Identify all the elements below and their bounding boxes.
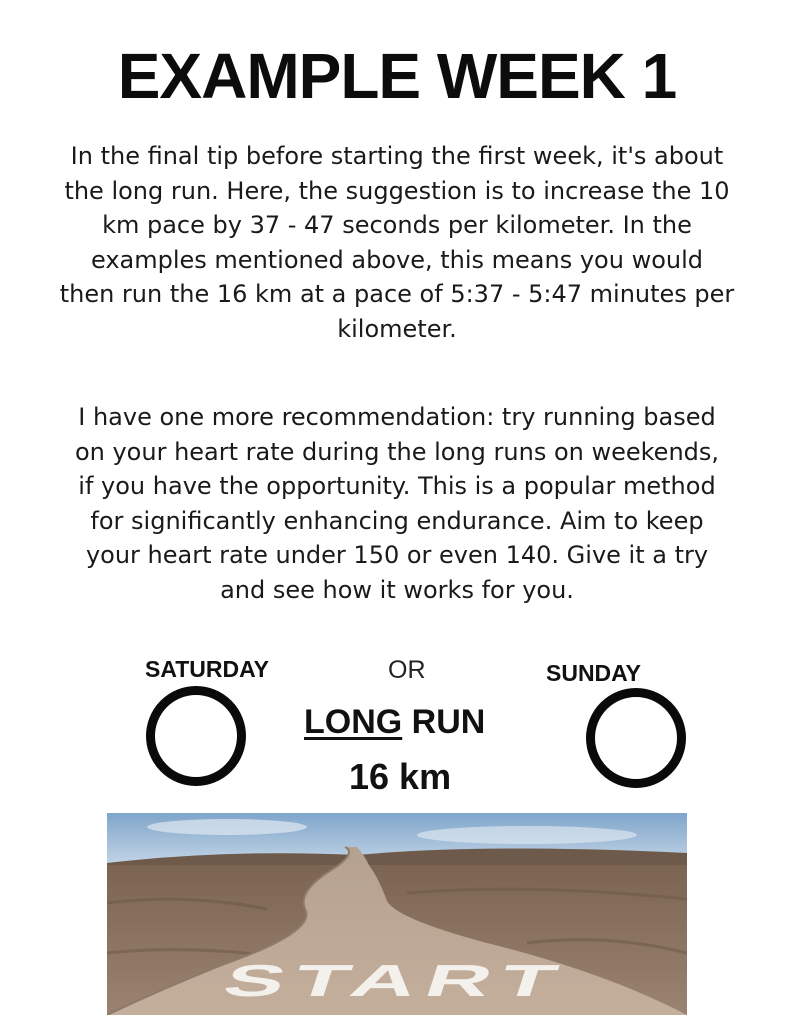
text-line: for significantly enhancing endurance. Aim to keep xyxy=(90,506,704,535)
page-title: EXAMPLE WEEK 1 xyxy=(117,40,677,112)
workout-distance: 16 km xyxy=(349,756,452,797)
text-line: your heart rate under 150 or even 140. Give it a try xyxy=(85,541,709,569)
text-line: kilometer. xyxy=(337,314,457,343)
saturday-checkbox-circle[interactable] xyxy=(146,686,246,786)
recommendation-paragraph xyxy=(30,400,764,607)
workout-title-underlined: LONG xyxy=(304,703,403,741)
saturday-label: SATURDAY xyxy=(145,656,269,682)
text-line: on your heart rate during the long runs on weekends, xyxy=(74,437,720,466)
cloud xyxy=(417,826,637,844)
start-road-marking xyxy=(217,956,573,1006)
workout-title-rest: RUN xyxy=(402,703,486,741)
or-label: OR xyxy=(388,656,426,684)
text-line: if you have the opportunity. This is a popular method xyxy=(78,472,716,500)
text-line: examples mentioned above, this means you would xyxy=(90,245,703,274)
text-line: I have one more recommendation: try running based xyxy=(78,403,716,431)
start-road-text: START xyxy=(217,955,574,1006)
text-line: In the final tip before starting the first week, it's about xyxy=(70,142,724,170)
sunday-checkbox-circle[interactable] xyxy=(586,688,686,788)
intro-paragraph xyxy=(30,139,764,346)
text-line: then run the 16 km at a pace of 5:37 - 5:47 minutes per xyxy=(59,280,735,308)
sunday-label: SUNDAY xyxy=(546,660,642,686)
road-start-photo xyxy=(107,813,687,1015)
cloud xyxy=(147,819,307,835)
text-line: and see how it works for you. xyxy=(220,575,574,604)
text-line: the long run. Here, the suggestion is to increase the 10 xyxy=(64,176,730,205)
workout-title xyxy=(304,700,485,744)
text-line: km pace by 37 - 47 seconds per kilometer. In the xyxy=(102,211,692,239)
